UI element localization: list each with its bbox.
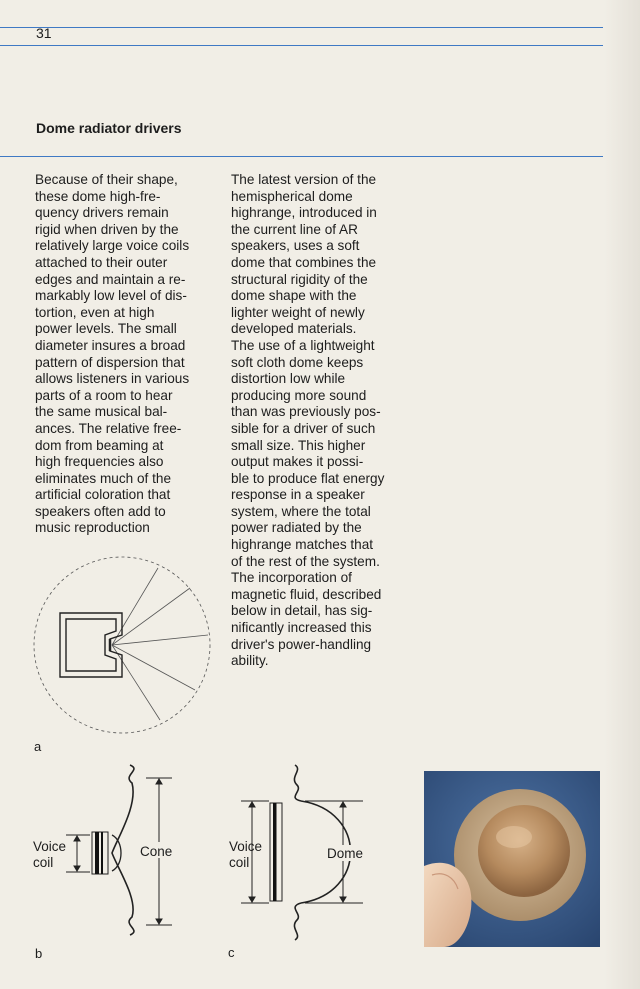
figure-c-dome-diagram xyxy=(225,765,375,940)
voice-coil-winding xyxy=(273,803,277,901)
dust-cap xyxy=(112,835,121,871)
figure-a-label: a xyxy=(34,739,42,754)
figure-c-label: c xyxy=(228,945,235,960)
figure-b-cone-diagram xyxy=(30,765,190,935)
section-heading: Dome radiator drivers xyxy=(36,120,182,136)
cone-surround-profile xyxy=(112,765,134,935)
voice-coil-label-line1: Voice xyxy=(229,839,263,854)
figure-b-label: b xyxy=(35,946,43,961)
page-number: 31 xyxy=(36,25,52,41)
voice-coil-dimension xyxy=(66,835,90,872)
voice-coil-label-line2: coil xyxy=(229,855,250,870)
voice-coil-label-line1: Voice xyxy=(33,839,67,854)
voice-coil-winding xyxy=(95,832,99,874)
page-edge-shadow xyxy=(604,0,640,989)
body-text-right-column: The latest version of the hemispherical dome highrange, introduced in the current line of AR speakers, uses a soft dome that combines the structural rigidity of the dome shape with the lighter weight of newly developed materials. The use of a lightweight soft cloth dome keeps distortion low while producing more sound than was previously pos- sible for a driver of such small size. This higher output makes it possi- ble to produce flat energy response in a speaker system, where the total power radiated by the highrange matches that of the rest of the system. The incorporation of magnetic fluid, described below in detail, has sig- nificantly increased this driver's power-handling ability. xyxy=(231,172,385,669)
section-rule xyxy=(0,156,603,157)
voice-coil-former xyxy=(92,832,108,874)
cone-label: Cone xyxy=(140,844,173,859)
body-text-left-column: Because of their shape, these dome high-fre- quency drivers remain rigid when driven by the relatively large voice coils attached to their outer edges and maintain a re- markably low level of dis- tortion, even at high power levels. The small diameter insures a broad pattern of dispersion that allows listeners in various parts of a room to hear the same musical bal- ances. The relative free- dom from beaming at high frequencies also eliminates much of the artificial coloration that speakers often add to music reproduction xyxy=(35,172,190,536)
figure-a-dispersion-diagram xyxy=(30,550,215,740)
dome-label: Dome xyxy=(327,846,364,861)
dome-tweeter-photo xyxy=(424,771,600,947)
soft-cloth-dome xyxy=(478,805,570,897)
dispersion-rays xyxy=(112,568,208,720)
header-rule-top xyxy=(0,27,603,28)
voice-coil-label-line2: coil xyxy=(33,855,54,870)
dome-surround-bottom xyxy=(294,903,301,940)
dome-surround-top xyxy=(294,765,301,801)
header-rule-bottom xyxy=(0,45,603,46)
